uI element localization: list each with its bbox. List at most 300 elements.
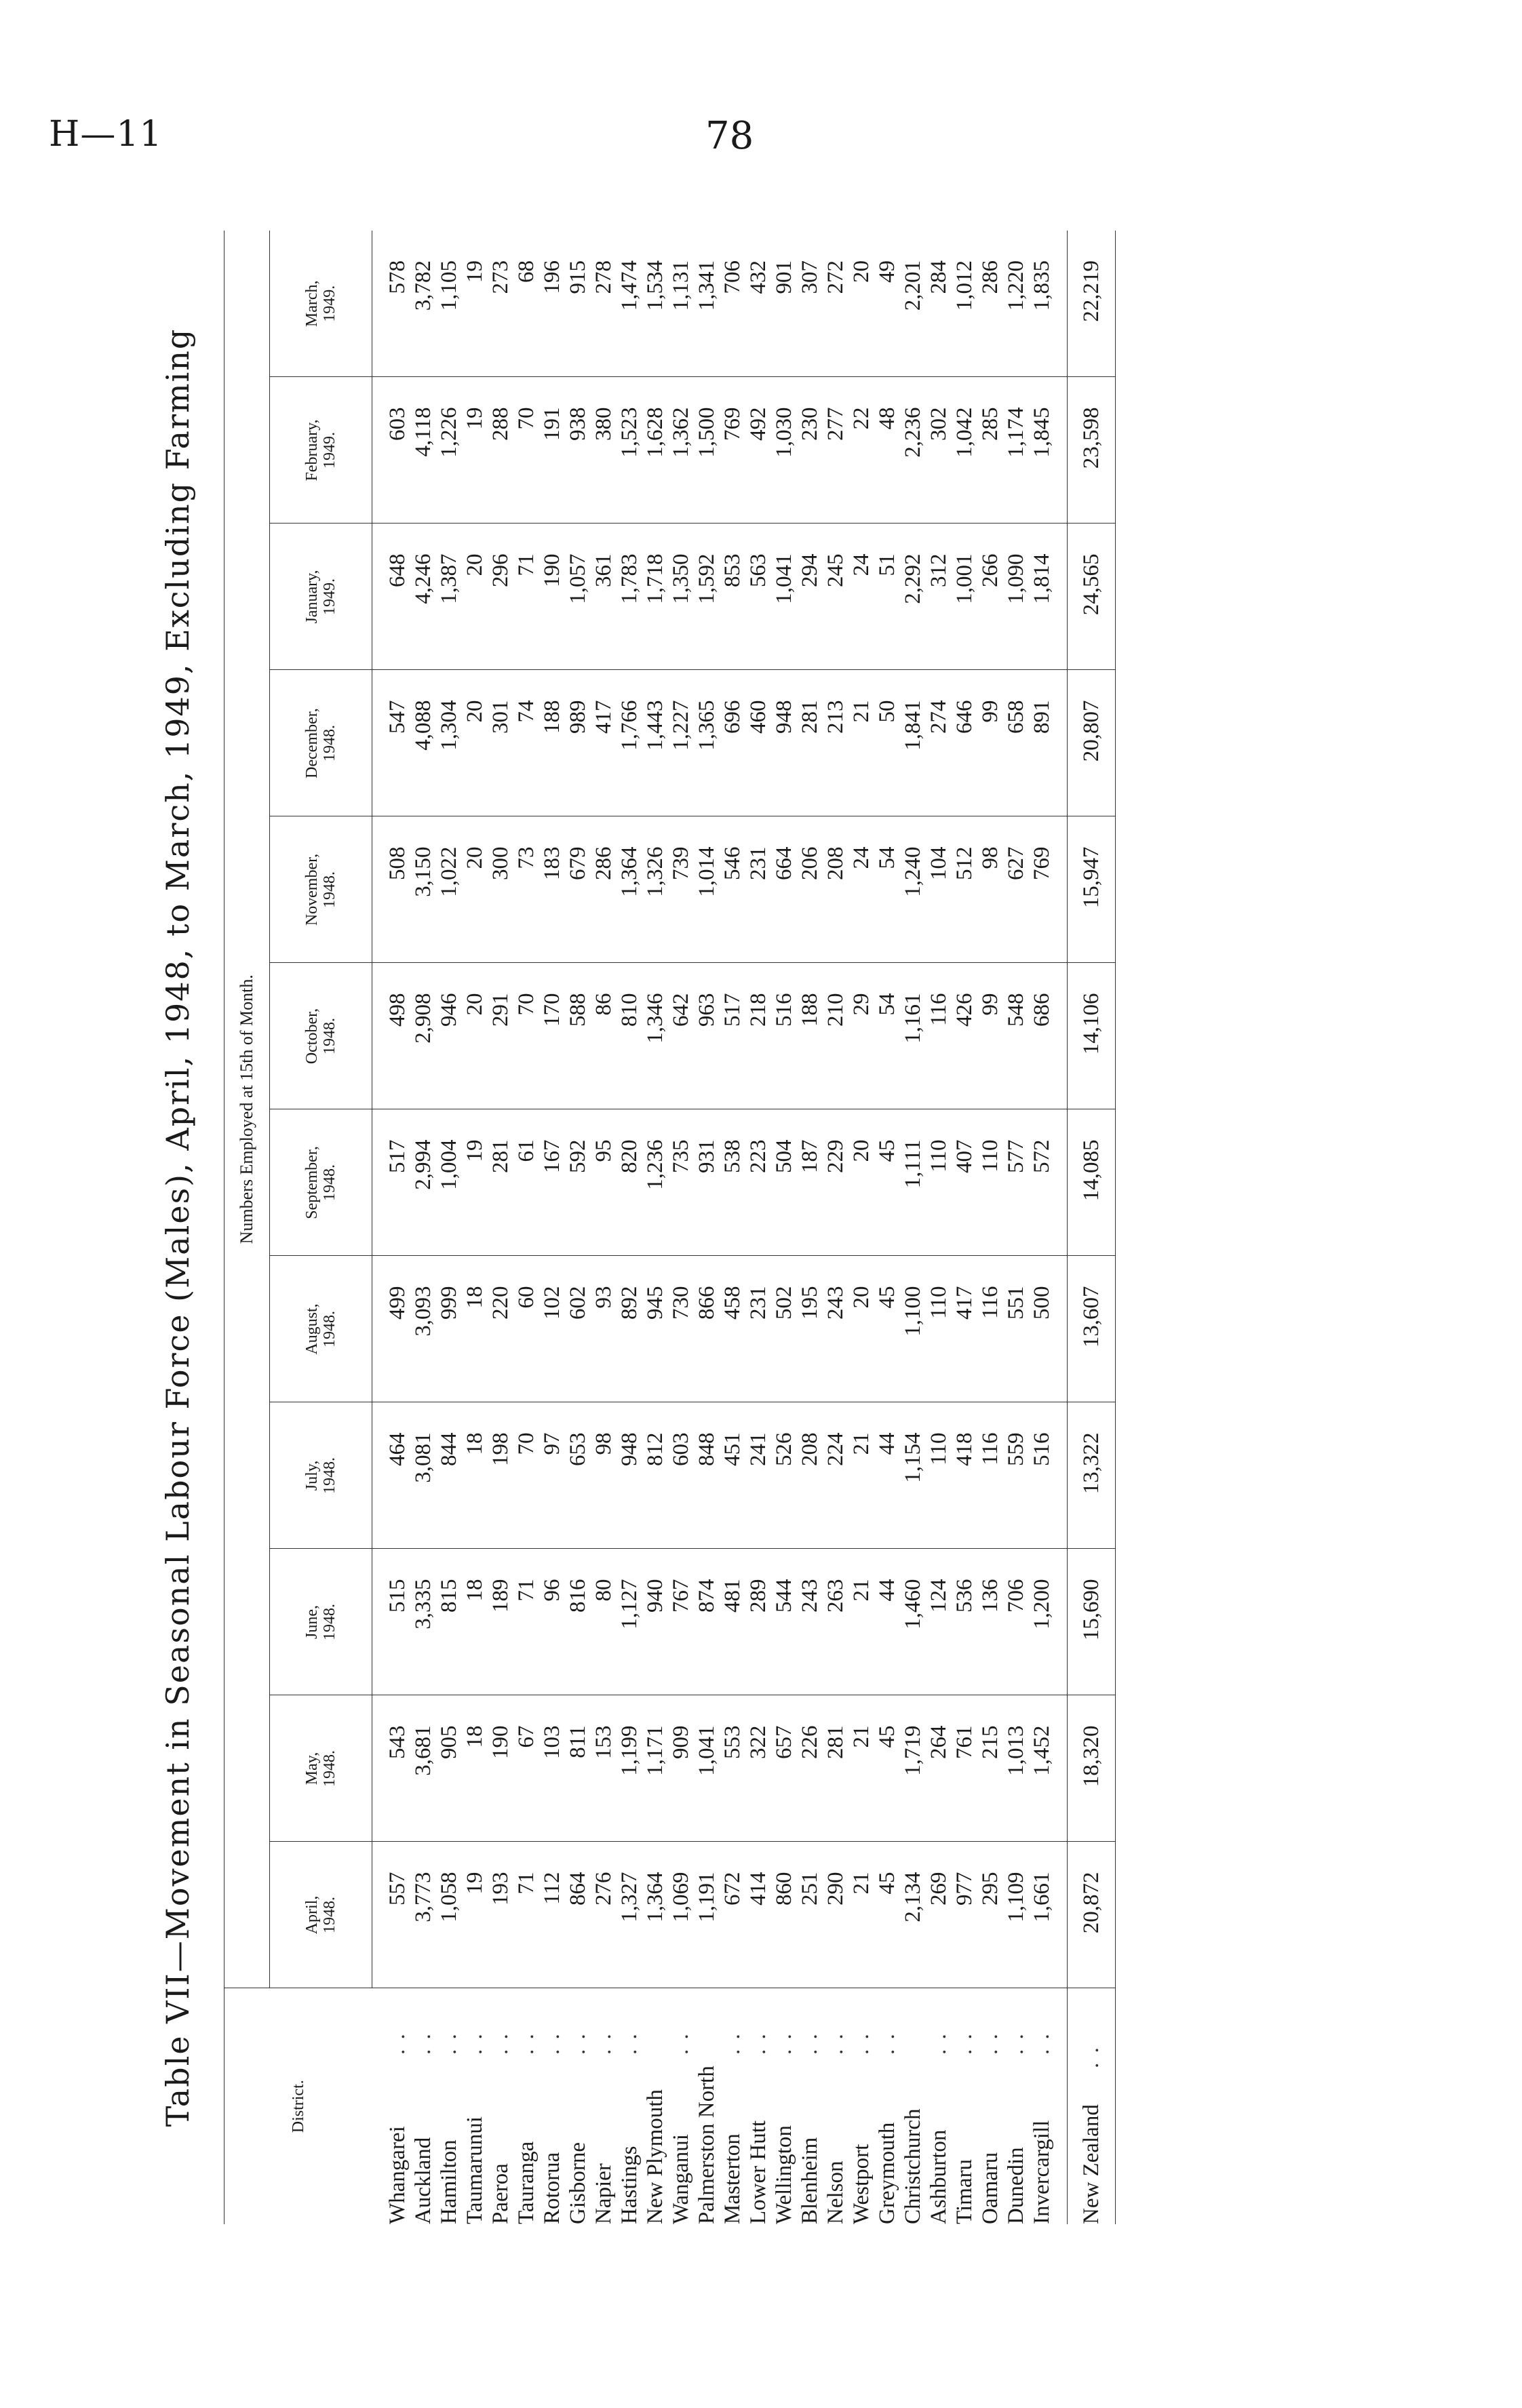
spacer-cell	[1055, 816, 1068, 963]
month-column-header	[270, 377, 372, 524]
value-cell: 546	[720, 816, 745, 963]
month-name: October,	[303, 1008, 321, 1065]
month-year: 1949.	[321, 432, 338, 469]
value-cell: 451	[720, 1402, 745, 1549]
district-name: Palmerston North	[695, 2066, 719, 2224]
value-cell: 99	[977, 963, 1003, 1109]
table-row	[720, 231, 745, 2224]
value-cell: 679	[565, 816, 591, 963]
value-cell: 860	[771, 1842, 797, 1988]
value-cell: 196	[539, 231, 565, 377]
value-cell: 226	[797, 1695, 823, 1842]
district-cell	[539, 1988, 565, 2224]
value-cell: 1,042	[952, 377, 977, 524]
leader-dots: . .	[385, 2032, 410, 2055]
value-cell: 1,240	[900, 816, 926, 963]
value-cell: 19	[462, 231, 488, 377]
value-cell: 44	[874, 1549, 900, 1695]
value-cell: 1,100	[900, 1256, 926, 1402]
month-column-header	[270, 1256, 372, 1402]
value-cell: 70	[513, 1402, 539, 1549]
value-cell: 274	[926, 670, 952, 816]
district-cell	[745, 1988, 771, 2224]
value-cell: 866	[694, 1256, 720, 1402]
value-cell: 938	[565, 377, 591, 524]
value-cell: 289	[745, 1549, 771, 1695]
value-cell: 1,523	[617, 377, 642, 524]
district-cell	[797, 1988, 823, 2224]
value-cell: 153	[591, 1695, 617, 1842]
district-column-header: District.	[225, 1988, 372, 2224]
district-name: Oamaru	[978, 2152, 1002, 2224]
value-cell: 1,161	[900, 963, 926, 1109]
value-cell: 71	[513, 1842, 539, 1988]
district-name: Timaru	[952, 2159, 977, 2224]
table-row	[745, 231, 771, 2224]
value-cell: 1,460	[900, 1549, 926, 1695]
value-cell: 500	[1029, 1256, 1055, 1402]
value-cell: 1,326	[642, 816, 668, 963]
leader-dots: . .	[978, 2032, 1002, 2055]
value-cell: 432	[745, 231, 771, 377]
value-cell: 73	[513, 816, 539, 963]
value-cell: 603	[668, 1402, 694, 1549]
value-cell: 13,322	[1068, 1402, 1116, 1549]
value-cell: 769	[720, 377, 745, 524]
value-cell: 361	[591, 524, 617, 670]
month-column-header	[270, 1695, 372, 1842]
value-cell: 110	[977, 1109, 1003, 1256]
value-cell: 266	[977, 524, 1003, 670]
value-cell: 20,872	[1068, 1842, 1116, 1988]
value-cell: 1,346	[642, 963, 668, 1109]
district-name: Whangarei	[385, 2126, 410, 2224]
value-cell: 767	[668, 1549, 694, 1695]
value-cell: 1,365	[694, 670, 720, 816]
table-row	[642, 231, 668, 2224]
district-cell	[642, 1988, 668, 2224]
spacer-cell	[1055, 1988, 1068, 2224]
month-name: April,	[303, 1895, 321, 1935]
leader-dots: . .	[669, 2032, 693, 2055]
leader-dots: . .	[514, 2032, 539, 2055]
value-cell: 2,994	[410, 1109, 436, 1256]
value-cell: 71	[513, 1549, 539, 1695]
value-cell: 20	[848, 1109, 874, 1256]
district-name: Wanganui	[669, 2134, 693, 2224]
value-cell: 18,320	[1068, 1695, 1116, 1842]
value-cell: 188	[797, 963, 823, 1109]
value-cell: 1,022	[436, 816, 462, 963]
value-cell: 3,335	[410, 1549, 436, 1695]
value-cell: 811	[565, 1695, 591, 1842]
value-cell: 18	[462, 1695, 488, 1842]
value-cell: 508	[372, 816, 411, 963]
spacer-cell	[1055, 231, 1068, 377]
value-cell: 380	[591, 377, 617, 524]
value-cell: 761	[952, 1695, 977, 1842]
table-title: Table VII—Movement in Seasonal Labour Force (Males), April, 1948, to March, 1949, Excluding Farming	[159, 328, 196, 2127]
district-cell	[436, 1988, 462, 2224]
month-column-header	[270, 963, 372, 1109]
value-cell: 23,598	[1068, 377, 1116, 524]
value-cell: 901	[771, 231, 797, 377]
value-cell: 407	[952, 1109, 977, 1256]
table-row	[591, 231, 617, 2224]
value-cell: 1,030	[771, 377, 797, 524]
value-cell: 14,106	[1068, 963, 1116, 1109]
value-cell: 853	[720, 524, 745, 670]
district-name: Tauranga	[514, 2141, 539, 2224]
value-cell: 54	[874, 816, 900, 963]
spacer-cell	[1055, 670, 1068, 816]
district-cell	[977, 1988, 1003, 2224]
table-row	[539, 231, 565, 2224]
value-cell: 21	[848, 670, 874, 816]
table-row	[823, 231, 848, 2224]
table-row	[513, 231, 539, 2224]
value-cell: 1,131	[668, 231, 694, 377]
value-cell: 2,236	[900, 377, 926, 524]
page-number: 78	[705, 114, 754, 158]
district-cell	[668, 1988, 694, 2224]
table-row	[1029, 231, 1055, 2224]
value-cell: 492	[745, 377, 771, 524]
value-cell: 592	[565, 1109, 591, 1256]
district-cell	[1029, 1988, 1055, 2224]
rotated-table-page	[159, 231, 1326, 2224]
leader-dots: . .	[849, 2032, 874, 2055]
value-cell: 116	[977, 1256, 1003, 1402]
value-cell: 642	[668, 963, 694, 1109]
leader-dots: . .	[411, 2032, 435, 2055]
value-cell: 14,085	[1068, 1109, 1116, 1256]
value-cell: 536	[952, 1549, 977, 1695]
leader-dots: . .	[720, 2032, 745, 2055]
value-cell: 44	[874, 1402, 900, 1549]
value-cell: 278	[591, 231, 617, 377]
value-cell: 577	[1003, 1109, 1029, 1256]
spacer-cell	[1055, 1695, 1068, 1842]
value-cell: 1,171	[642, 1695, 668, 1842]
value-cell: 229	[823, 1109, 848, 1256]
spacer-cell	[1055, 1842, 1068, 1988]
leader-dots: . .	[1030, 2032, 1054, 2055]
month-name: January,	[303, 570, 321, 624]
value-cell: 98	[591, 1402, 617, 1549]
value-cell: 21	[848, 1695, 874, 1842]
value-cell: 116	[926, 963, 952, 1109]
value-cell: 1,592	[694, 524, 720, 670]
district-cell	[926, 1988, 952, 2224]
value-cell: 20	[462, 670, 488, 816]
month-column-header	[270, 524, 372, 670]
value-cell: 277	[823, 377, 848, 524]
month-year: 1948.	[321, 725, 338, 762]
value-cell: 999	[436, 1256, 462, 1402]
value-cell: 2,134	[900, 1842, 926, 1988]
month-name: February,	[303, 419, 321, 481]
value-cell: 1,227	[668, 670, 694, 816]
value-cell: 285	[977, 377, 1003, 524]
value-cell: 499	[372, 1256, 411, 1402]
leader-dots: . .	[746, 2032, 770, 2055]
value-cell: 603	[372, 377, 411, 524]
value-cell: 29	[848, 963, 874, 1109]
value-cell: 3,081	[410, 1402, 436, 1549]
value-cell: 1,057	[565, 524, 591, 670]
value-cell: 281	[823, 1695, 848, 1842]
seasonal-labour-table	[224, 231, 1116, 2224]
table-row	[900, 231, 926, 2224]
district-cell	[410, 1988, 436, 2224]
month-year: 1948.	[321, 1457, 338, 1494]
value-cell: 672	[720, 1842, 745, 1988]
value-cell: 1,628	[642, 377, 668, 524]
value-cell: 517	[372, 1109, 411, 1256]
district-cell	[513, 1988, 539, 2224]
value-cell: 98	[977, 816, 1003, 963]
value-cell: 286	[591, 816, 617, 963]
value-cell: 892	[617, 1256, 642, 1402]
value-cell: 816	[565, 1549, 591, 1695]
value-cell: 977	[952, 1842, 977, 1988]
value-cell: 198	[488, 1402, 513, 1549]
value-cell: 49	[874, 231, 900, 377]
month-year: 1948.	[321, 1018, 338, 1054]
district-name: Rotorua	[540, 2152, 564, 2224]
value-cell: 99	[977, 670, 1003, 816]
month-year: 1948.	[321, 1604, 338, 1640]
district-name: Paeroa	[488, 2163, 513, 2224]
value-cell: 1,199	[617, 1695, 642, 1842]
leader-dots: . .	[617, 2032, 642, 2055]
value-cell: 281	[488, 1109, 513, 1256]
value-cell: 45	[874, 1695, 900, 1842]
value-cell: 18	[462, 1256, 488, 1402]
month-name: March,	[303, 280, 321, 328]
value-cell: 948	[617, 1402, 642, 1549]
value-cell: 2,292	[900, 524, 926, 670]
table-row	[1003, 231, 1029, 2224]
value-cell: 251	[797, 1842, 823, 1988]
value-cell: 4,118	[410, 377, 436, 524]
value-cell: 844	[436, 1402, 462, 1549]
leader-dots: . .	[437, 2032, 461, 2055]
document-reference: H—11	[49, 114, 163, 155]
value-cell: 1,220	[1003, 231, 1029, 377]
value-cell: 1,127	[617, 1549, 642, 1695]
value-cell: 13,607	[1068, 1256, 1116, 1402]
value-cell: 224	[823, 1402, 848, 1549]
table-row	[694, 231, 720, 2224]
value-cell: 891	[1029, 670, 1055, 816]
month-year: 1949.	[321, 578, 338, 615]
value-cell: 243	[823, 1256, 848, 1402]
value-cell: 512	[952, 816, 977, 963]
value-cell: 70	[513, 377, 539, 524]
value-cell: 730	[668, 1256, 694, 1402]
value-cell: 1,364	[642, 1842, 668, 1988]
value-cell: 195	[797, 1256, 823, 1402]
value-cell: 273	[488, 231, 513, 377]
value-cell: 295	[977, 1842, 1003, 1988]
value-cell: 1,534	[642, 231, 668, 377]
value-cell: 414	[745, 1842, 771, 1988]
district-cell	[823, 1988, 848, 2224]
table-row	[668, 231, 694, 2224]
value-cell: 658	[1003, 670, 1029, 816]
value-cell: 516	[771, 963, 797, 1109]
spacer-cell	[1055, 524, 1068, 670]
value-cell: 905	[436, 1695, 462, 1842]
value-cell: 418	[952, 1402, 977, 1549]
value-cell: 301	[488, 670, 513, 816]
spacer-cell	[1055, 1109, 1068, 1256]
value-cell: 498	[372, 963, 411, 1109]
value-cell: 515	[372, 1549, 411, 1695]
value-cell: 1,443	[642, 670, 668, 816]
spacer-cell	[1055, 1256, 1068, 1402]
table-row	[372, 231, 411, 2224]
value-cell: 504	[771, 1109, 797, 1256]
value-cell: 735	[668, 1109, 694, 1256]
value-cell: 190	[488, 1695, 513, 1842]
month-year: 1948.	[321, 1750, 338, 1787]
leader-dots: . .	[488, 2032, 513, 2055]
value-cell: 1,766	[617, 670, 642, 816]
district-cell	[462, 1988, 488, 2224]
value-cell: 559	[1003, 1402, 1029, 1549]
value-cell: 20	[462, 816, 488, 963]
value-cell: 686	[1029, 963, 1055, 1109]
value-cell: 426	[952, 963, 977, 1109]
value-cell: 218	[745, 963, 771, 1109]
month-column-header	[270, 816, 372, 963]
value-cell: 1,069	[668, 1842, 694, 1988]
district-name: Blenheim	[798, 2137, 822, 2224]
value-cell: 557	[372, 1842, 411, 1988]
value-cell: 481	[720, 1549, 745, 1695]
value-cell: 1,174	[1003, 377, 1029, 524]
value-cell: 963	[694, 963, 720, 1109]
value-cell: 67	[513, 1695, 539, 1842]
value-cell: 22	[848, 377, 874, 524]
value-cell: 210	[823, 963, 848, 1109]
value-cell: 95	[591, 1109, 617, 1256]
spacer-cell	[1055, 963, 1068, 1109]
value-cell: 24	[848, 816, 874, 963]
value-cell: 460	[745, 670, 771, 816]
leader-dots: . .	[823, 2032, 848, 2055]
value-cell: 945	[642, 1256, 668, 1402]
value-cell: 548	[1003, 963, 1029, 1109]
value-cell: 1,719	[900, 1695, 926, 1842]
leader-dots: . .	[1079, 2045, 1104, 2068]
value-cell: 241	[745, 1402, 771, 1549]
value-cell: 3,681	[410, 1695, 436, 1842]
value-cell: 657	[771, 1695, 797, 1842]
district-cell	[771, 1988, 797, 2224]
value-cell: 1,013	[1003, 1695, 1029, 1842]
district-name: Masterton	[720, 2133, 745, 2224]
district-name: Greymouth	[875, 2122, 899, 2224]
district-cell	[694, 1988, 720, 2224]
value-cell: 553	[720, 1695, 745, 1842]
value-cell: 264	[926, 1695, 952, 1842]
month-column-header	[270, 1842, 372, 1988]
value-cell: 48	[874, 377, 900, 524]
value-cell: 20	[848, 231, 874, 377]
value-cell: 417	[591, 670, 617, 816]
value-cell: 18	[462, 1549, 488, 1695]
value-cell: 288	[488, 377, 513, 524]
district-cell	[848, 1988, 874, 2224]
value-cell: 1,041	[694, 1695, 720, 1842]
value-cell: 653	[565, 1402, 591, 1549]
value-cell: 646	[952, 670, 977, 816]
value-cell: 417	[952, 1256, 977, 1402]
month-year: 1948.	[321, 1164, 338, 1201]
value-cell: 563	[745, 524, 771, 670]
value-cell: 68	[513, 231, 539, 377]
table-row	[488, 231, 513, 2224]
value-cell: 572	[1029, 1109, 1055, 1256]
value-cell: 300	[488, 816, 513, 963]
value-cell: 272	[823, 231, 848, 377]
spacer-cell	[1055, 1402, 1068, 1549]
value-cell: 20	[462, 524, 488, 670]
value-cell: 1,109	[1003, 1842, 1029, 1988]
value-cell: 1,090	[1003, 524, 1029, 670]
value-cell: 1,362	[668, 377, 694, 524]
value-cell: 24	[848, 524, 874, 670]
leader-dots: . .	[952, 2032, 977, 2055]
district-cell	[591, 1988, 617, 2224]
value-cell: 276	[591, 1842, 617, 1988]
value-cell: 2,908	[410, 963, 436, 1109]
value-cell: 136	[977, 1549, 1003, 1695]
value-cell: 103	[539, 1695, 565, 1842]
month-column-header	[270, 231, 372, 377]
month-year: 1949.	[321, 285, 338, 322]
leader-dots: . .	[566, 2032, 590, 2055]
value-cell: 517	[720, 963, 745, 1109]
value-cell: 538	[720, 1109, 745, 1256]
value-cell: 322	[745, 1695, 771, 1842]
leader-dots: . .	[591, 2032, 616, 2055]
district-name: New Zealand	[1079, 2104, 1104, 2224]
month-year: 1948.	[321, 1897, 338, 1933]
district-cell	[720, 1988, 745, 2224]
value-cell: 946	[436, 963, 462, 1109]
value-cell: 1,058	[436, 1842, 462, 1988]
value-cell: 19	[462, 1109, 488, 1256]
value-cell: 15,947	[1068, 816, 1116, 963]
district-name: Nelson	[823, 2160, 848, 2224]
value-cell: 61	[513, 1109, 539, 1256]
numbers-employed-header: Numbers Employed at 15th of Month.	[225, 231, 270, 1988]
value-cell: 54	[874, 963, 900, 1109]
table-row	[952, 231, 977, 2224]
district-name: New Plymouth	[643, 2089, 667, 2224]
value-cell: 810	[617, 963, 642, 1109]
value-cell: 104	[926, 816, 952, 963]
district-cell	[488, 1988, 513, 2224]
value-cell: 231	[745, 816, 771, 963]
month-year: 1948.	[321, 1311, 338, 1347]
district-cell	[1068, 1988, 1116, 2224]
